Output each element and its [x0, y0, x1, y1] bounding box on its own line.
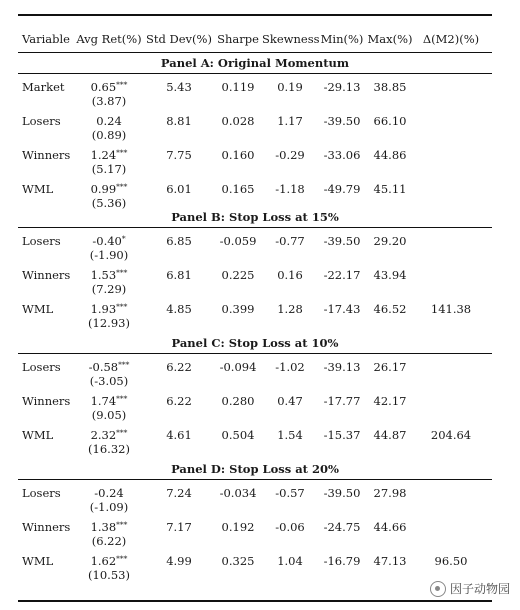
cell-min: -17.77	[323, 394, 361, 408]
cell-max: 43.94	[373, 268, 407, 282]
cell-sd: 5.43	[166, 80, 192, 94]
cell-min: -39.50	[323, 486, 361, 500]
cell-var: Winners	[22, 148, 71, 162]
cell-ret	[76, 360, 142, 388]
cell-max: 44.66	[373, 520, 407, 534]
cell-min: -39.13	[323, 360, 361, 374]
avg-return-value: 0.65	[90, 80, 117, 94]
cell-max: 46.52	[373, 302, 407, 316]
top-rule	[18, 14, 492, 16]
panel-rule-c	[18, 353, 492, 354]
cell-sd: 6.85	[166, 234, 192, 248]
watermark	[430, 580, 510, 597]
header-variable: Variable	[22, 32, 70, 46]
significance-stars: ***	[118, 360, 130, 369]
cell-ret	[76, 148, 142, 176]
cell-var: Losers	[22, 486, 61, 500]
cell-var: WML	[22, 302, 54, 316]
cell-ret	[76, 268, 142, 296]
significance-stars: ***	[116, 394, 128, 403]
cell-max: 42.17	[373, 394, 407, 408]
cell-skew: -0.29	[275, 148, 305, 162]
cell-sd: 8.81	[166, 114, 192, 128]
cell-sharpe: 0.160	[221, 148, 255, 162]
cell-skew: 0.16	[277, 268, 303, 282]
header-min: Min(%)	[320, 32, 364, 46]
cell-sharpe: 0.165	[221, 182, 255, 196]
header-std-dev: Std Dev(%)	[146, 32, 212, 46]
cell-min: -33.06	[323, 148, 361, 162]
t-statistic: (3.87)	[91, 94, 127, 108]
significance-stars: ***	[116, 148, 128, 157]
avg-return-value: 1.62	[90, 554, 117, 568]
cell-max: 66.10	[373, 114, 407, 128]
panel-rule-d	[18, 479, 492, 480]
significance-stars: ***	[116, 268, 128, 277]
cell-var: Market	[22, 80, 65, 94]
cell-min: -16.79	[323, 554, 361, 568]
cell-sharpe: 0.225	[221, 268, 255, 282]
cell-skew: 1.17	[277, 114, 303, 128]
cell-var: Losers	[22, 234, 61, 248]
cell-skew: -1.02	[275, 360, 305, 374]
cell-skew: 1.28	[277, 302, 303, 316]
t-statistic: (16.32)	[88, 442, 130, 456]
cell-sharpe: 0.325	[221, 554, 255, 568]
cell-skew: 1.54	[277, 428, 303, 442]
significance-stars: ***	[116, 428, 128, 437]
avg-return-value: -0.58	[88, 360, 119, 374]
header-skewness: Skewness	[262, 32, 320, 46]
t-statistic: (0.89)	[91, 128, 127, 142]
cell-min: -39.50	[323, 114, 361, 128]
cell-skew: -1.18	[275, 182, 305, 196]
significance-stars: ***	[116, 80, 128, 89]
cell-sd: 6.01	[166, 182, 192, 196]
watermark-text: 因子动物园	[449, 582, 510, 596]
cell-sharpe: 0.192	[221, 520, 255, 534]
cell-ret	[76, 394, 142, 422]
t-statistic: (9.05)	[91, 408, 127, 422]
avg-return-value: 1.93	[90, 302, 117, 316]
cell-ret	[76, 302, 142, 330]
cell-max: 26.17	[373, 360, 407, 374]
avg-return-value: 2.32	[90, 428, 117, 442]
cell-sd: 4.99	[166, 554, 192, 568]
avg-return-value: 0.24	[96, 114, 122, 128]
cell-sharpe: 0.504	[221, 428, 255, 442]
cell-ret	[76, 520, 142, 548]
cell-sharpe: -0.034	[219, 486, 257, 500]
cell-ret	[76, 554, 142, 582]
cell-min: -17.43	[323, 302, 361, 316]
cell-var: WML	[22, 182, 54, 196]
cell-dm2: 141.38	[430, 302, 472, 316]
wechat-icon	[430, 581, 446, 597]
cell-sd: 7.17	[166, 520, 192, 534]
avg-return-value: 1.53	[90, 268, 117, 282]
cell-min: -22.17	[323, 268, 361, 282]
cell-min: -15.37	[323, 428, 361, 442]
cell-sharpe: -0.094	[219, 360, 257, 374]
avg-return-value: 1.24	[90, 148, 117, 162]
panel-rule-a	[18, 73, 492, 74]
cell-skew: 0.19	[277, 80, 303, 94]
cell-max: 38.85	[373, 80, 407, 94]
cell-ret	[76, 234, 142, 262]
cell-max: 45.11	[373, 182, 407, 196]
cell-max: 29.20	[373, 234, 407, 248]
significance-stars: ***	[116, 554, 128, 563]
significance-stars: ***	[116, 302, 128, 311]
cell-skew: 1.04	[277, 554, 303, 568]
header-sharpe: Sharpe	[217, 32, 259, 46]
cell-sd: 6.81	[166, 268, 192, 282]
avg-return-value: -0.40	[92, 234, 122, 248]
cell-min: -29.13	[323, 80, 361, 94]
header-rule	[18, 52, 492, 53]
t-statistic: (-3.05)	[89, 374, 129, 388]
t-statistic: (7.29)	[91, 282, 127, 296]
cell-sd: 4.61	[166, 428, 192, 442]
cell-ret	[76, 114, 142, 142]
t-statistic: (-1.09)	[89, 500, 129, 514]
panel-title-a: Panel A: Original Momentum	[160, 56, 350, 70]
significance-stars: ***	[116, 520, 128, 529]
cell-sharpe: -0.059	[219, 234, 257, 248]
cell-sd: 7.24	[166, 486, 192, 500]
t-statistic: (12.93)	[88, 316, 130, 330]
bottom-rule	[18, 600, 492, 602]
cell-min: -49.79	[323, 182, 361, 196]
cell-sd: 6.22	[166, 394, 192, 408]
cell-var: Winners	[22, 268, 71, 282]
cell-min: -24.75	[323, 520, 361, 534]
cell-max: 44.87	[373, 428, 407, 442]
cell-min: -39.50	[323, 234, 361, 248]
avg-return-value: 1.74	[90, 394, 117, 408]
cell-skew: -0.06	[275, 520, 305, 534]
cell-sharpe: 0.399	[221, 302, 255, 316]
cell-sd: 6.22	[166, 360, 192, 374]
t-statistic: (10.53)	[88, 568, 130, 582]
cell-skew: -0.57	[275, 486, 305, 500]
avg-return-value: 1.38	[90, 520, 117, 534]
cell-sd: 4.85	[166, 302, 192, 316]
t-statistic: (6.22)	[91, 534, 127, 548]
significance-stars: *	[121, 234, 126, 243]
header-avg-ret: Avg Ret(%)	[76, 32, 142, 46]
cell-max: 47.13	[373, 554, 407, 568]
cell-sharpe: 0.280	[221, 394, 255, 408]
cell-dm2: 204.64	[430, 428, 472, 442]
panel-title-c: Panel C: Stop Loss at 10%	[171, 336, 339, 350]
t-statistic: (5.36)	[91, 196, 127, 210]
cell-var: Winners	[22, 520, 71, 534]
cell-dm2: 96.50	[434, 554, 468, 568]
cell-sd: 7.75	[166, 148, 192, 162]
t-statistic: (-1.90)	[89, 248, 129, 262]
cell-ret	[76, 80, 142, 108]
significance-stars: ***	[116, 182, 128, 191]
t-statistic: (5.17)	[91, 162, 127, 176]
cell-sharpe: 0.119	[221, 80, 255, 94]
header-max: Max(%)	[367, 32, 413, 46]
cell-sharpe: 0.028	[221, 114, 255, 128]
avg-return-value: 0.99	[90, 182, 117, 196]
cell-skew: 0.47	[277, 394, 303, 408]
avg-return-value: -0.24	[94, 486, 124, 500]
panel-title-b: Panel B: Stop Loss at 15%	[171, 210, 339, 224]
cell-ret	[76, 182, 142, 210]
cell-var: Winners	[22, 394, 71, 408]
cell-ret	[76, 486, 142, 514]
header-delta-m2: Δ(M2)(%)	[422, 32, 480, 46]
cell-var: Losers	[22, 360, 61, 374]
cell-var: Losers	[22, 114, 61, 128]
cell-max: 27.98	[373, 486, 407, 500]
panel-rule-b	[18, 227, 492, 228]
cell-skew: -0.77	[275, 234, 305, 248]
cell-max: 44.86	[373, 148, 407, 162]
cell-var: WML	[22, 554, 54, 568]
cell-var: WML	[22, 428, 54, 442]
panel-title-d: Panel D: Stop Loss at 20%	[171, 462, 339, 476]
cell-ret	[76, 428, 142, 456]
